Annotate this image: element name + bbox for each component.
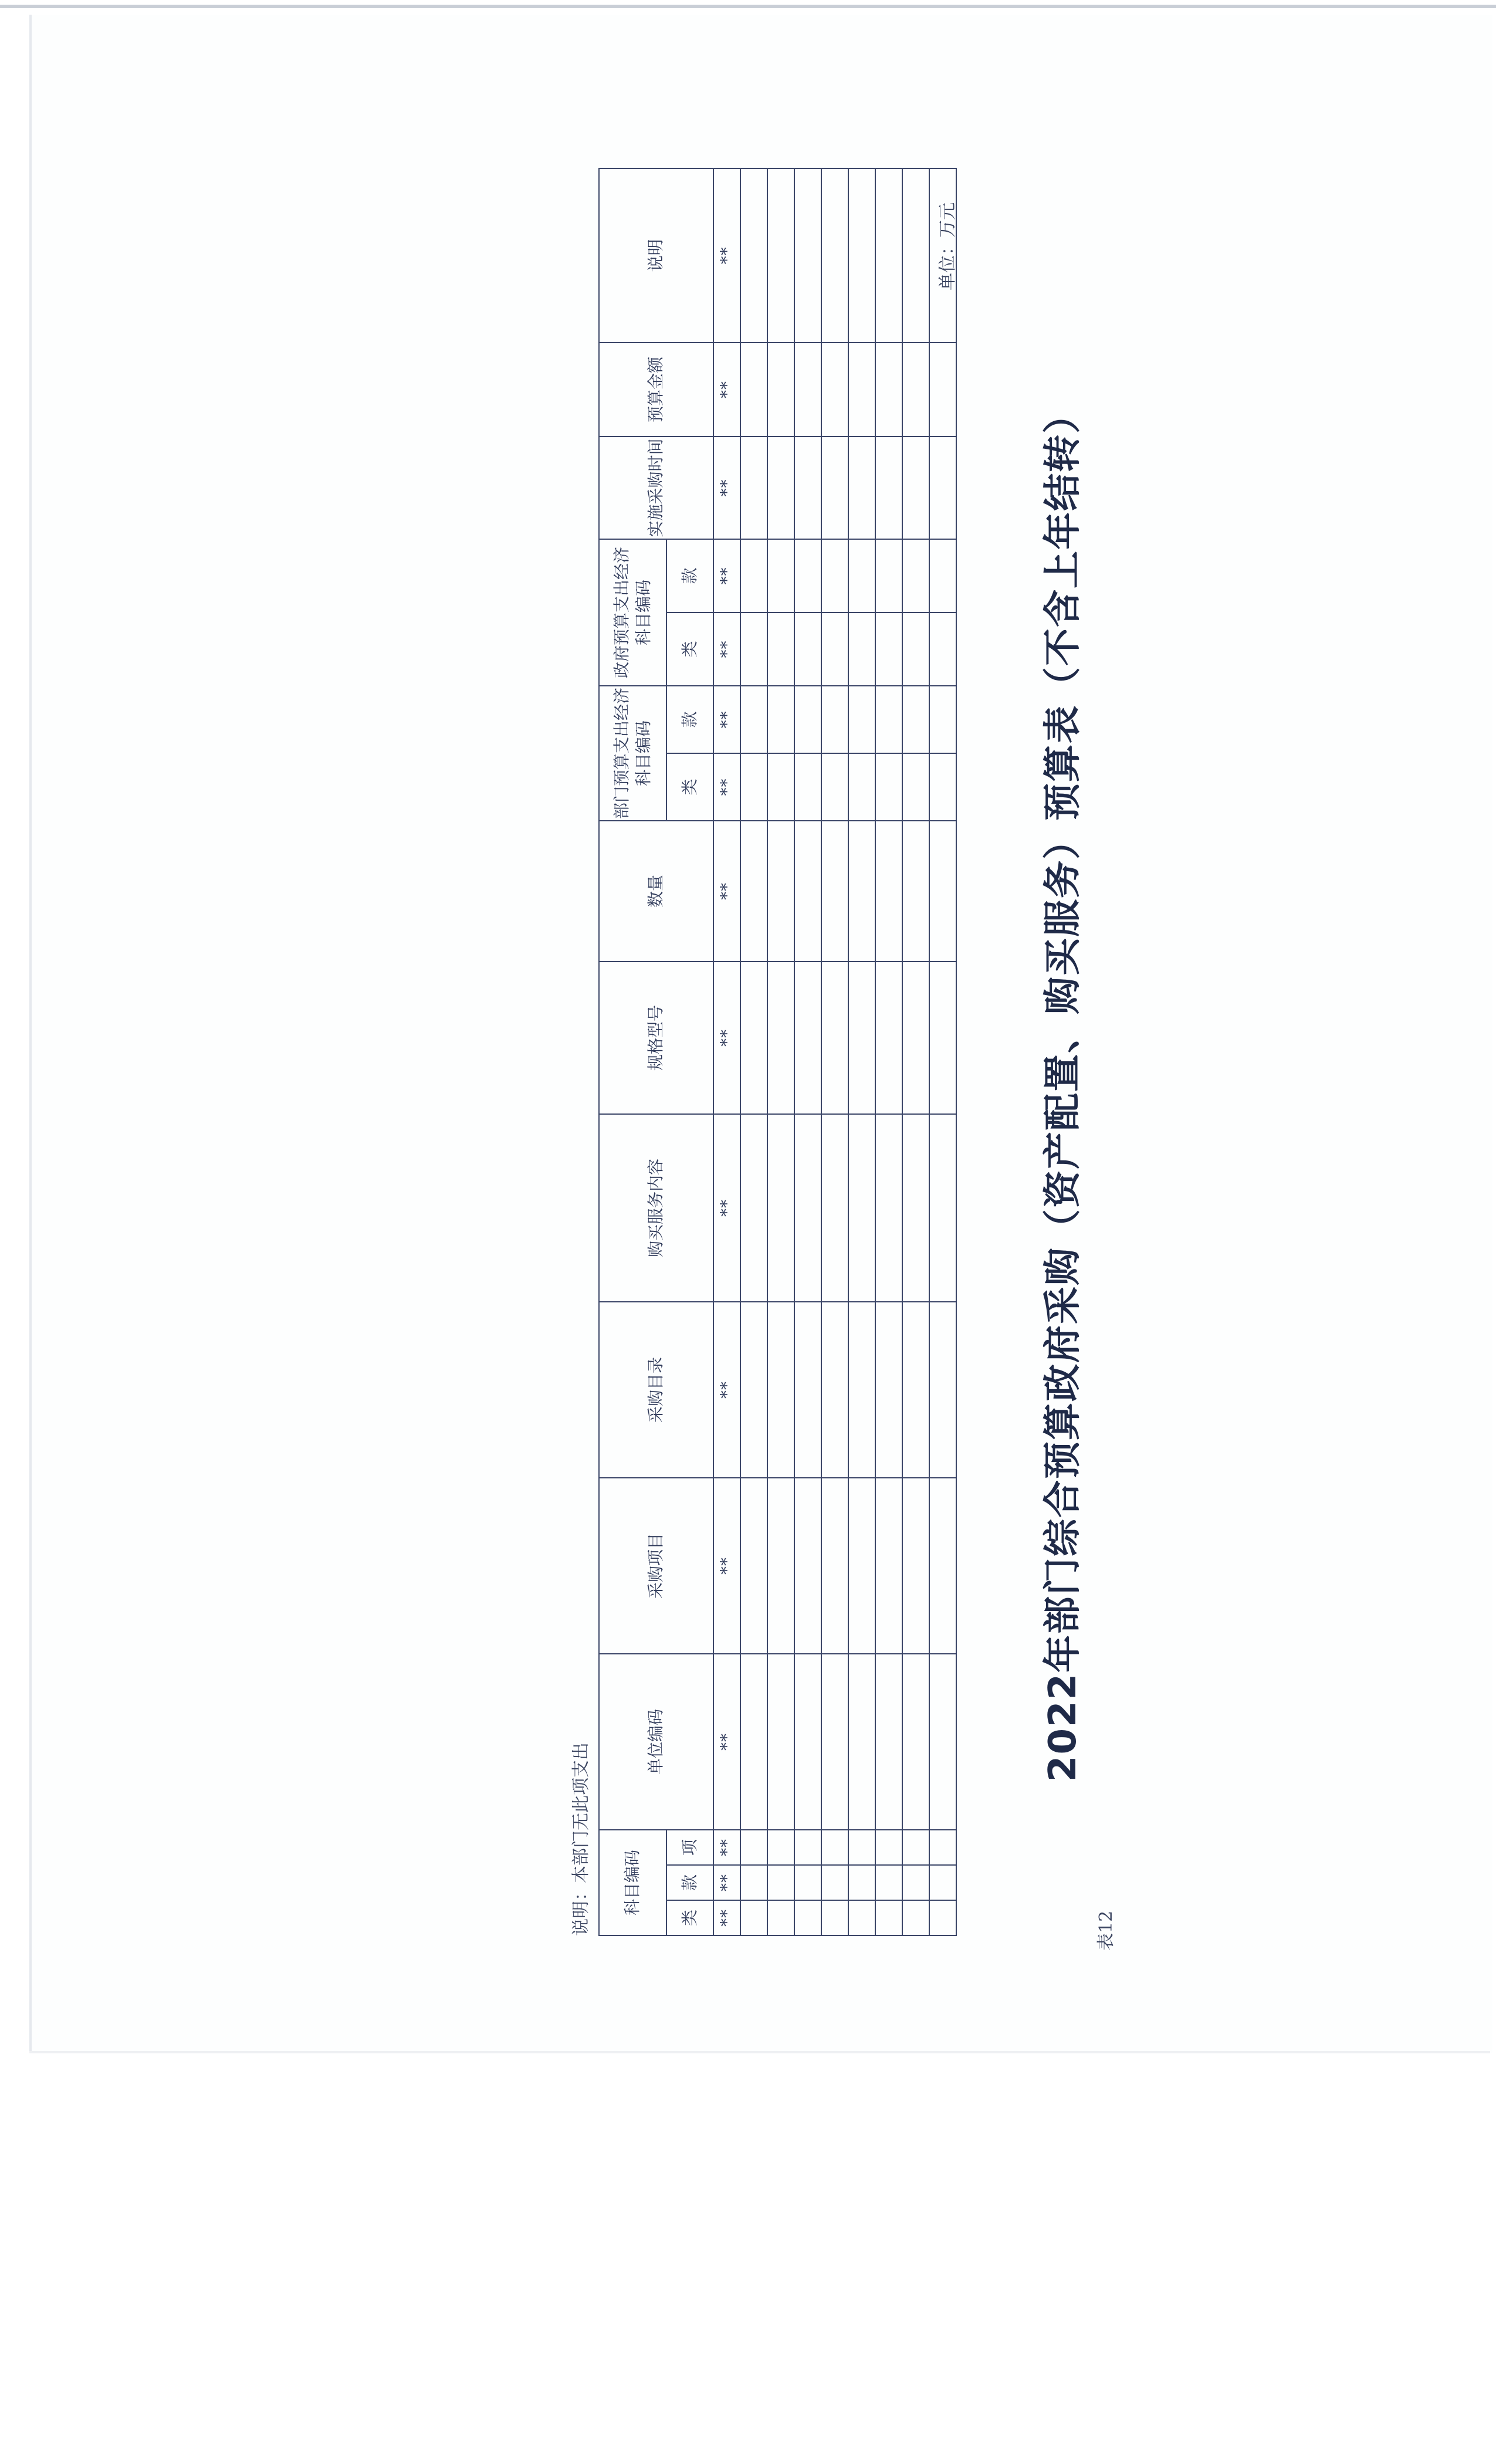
empty-cell xyxy=(794,753,821,821)
empty-cell xyxy=(875,962,902,1114)
header-gov-kuan: 款 xyxy=(666,539,713,612)
empty-cell xyxy=(794,168,821,343)
empty-cell xyxy=(902,612,929,686)
empty-cell xyxy=(929,168,956,343)
empty-cell xyxy=(740,436,767,539)
table-number: 表12 xyxy=(1096,1910,1116,1951)
unit-label: 单位：万元 xyxy=(937,202,958,290)
empty-cell xyxy=(875,1900,902,1935)
empty-cell xyxy=(821,343,848,436)
empty-cell xyxy=(902,168,929,343)
header-spec-model: 规格型号 xyxy=(599,962,713,1114)
empty-cell xyxy=(794,962,821,1114)
cell-gov-lei: ** xyxy=(713,612,740,686)
empty-cell xyxy=(767,612,794,686)
empty-cell xyxy=(740,539,767,612)
empty-cell xyxy=(902,1830,929,1865)
header-quantity: 数量 xyxy=(599,821,713,962)
empty-cell xyxy=(875,612,902,686)
empty-cell xyxy=(821,686,848,753)
empty-cell xyxy=(848,821,875,962)
empty-cell xyxy=(875,821,902,962)
empty-cell xyxy=(794,1830,821,1865)
empty-cell xyxy=(821,168,848,343)
empty-cell xyxy=(794,1900,821,1935)
empty-cell xyxy=(794,343,821,436)
empty-cell xyxy=(848,686,875,753)
empty-cell xyxy=(875,436,902,539)
empty-cell xyxy=(767,168,794,343)
empty-cell xyxy=(875,539,902,612)
cell-remarks: ** xyxy=(713,168,740,343)
cell-purchase-time: ** xyxy=(713,436,740,539)
procurement-budget-table xyxy=(598,168,957,1936)
empty-cell xyxy=(740,1114,767,1302)
empty-cell xyxy=(794,821,821,962)
empty-cell xyxy=(821,1900,848,1935)
empty-cell xyxy=(902,1900,929,1935)
header-subject-code: 科目编码 xyxy=(599,1830,666,1935)
cell-lei: ** xyxy=(713,1900,740,1935)
empty-cell xyxy=(767,1114,794,1302)
empty-cell xyxy=(875,168,902,343)
empty-cell xyxy=(875,1478,902,1654)
cell-spec-model: ** xyxy=(713,962,740,1114)
empty-cell xyxy=(821,539,848,612)
empty-cell xyxy=(848,343,875,436)
empty-cell xyxy=(929,1114,956,1302)
header-remarks: 说明 xyxy=(599,168,713,343)
empty-cell xyxy=(875,1302,902,1478)
empty-cell xyxy=(875,753,902,821)
table-row xyxy=(848,168,875,1935)
header-dept-kuan: 款 xyxy=(666,686,713,753)
header-dept-lei: 类 xyxy=(666,753,713,821)
empty-cell xyxy=(848,168,875,343)
empty-cell xyxy=(902,1654,929,1830)
header-lei: 类 xyxy=(666,1900,713,1935)
cell-unit-code: ** xyxy=(713,1654,740,1830)
table-row xyxy=(821,168,848,1935)
empty-cell xyxy=(821,1302,848,1478)
footnote: 说明：本部门无此项支出 xyxy=(571,1742,591,1936)
empty-cell xyxy=(902,962,929,1114)
empty-cell xyxy=(767,821,794,962)
empty-cell xyxy=(821,436,848,539)
empty-cell xyxy=(821,1654,848,1830)
empty-cell xyxy=(740,1865,767,1900)
cell-xiang: ** xyxy=(713,1830,740,1865)
empty-cell xyxy=(740,1900,767,1935)
rotated-page-content xyxy=(129,150,1349,2074)
empty-cell xyxy=(848,1654,875,1830)
empty-cell xyxy=(902,436,929,539)
empty-cell xyxy=(929,612,956,686)
empty-cell xyxy=(794,1478,821,1654)
header-unit-code: 单位编码 xyxy=(599,1654,713,1830)
empty-cell xyxy=(767,539,794,612)
table-row xyxy=(875,168,902,1935)
empty-cell xyxy=(902,1114,929,1302)
empty-cell xyxy=(794,1302,821,1478)
scan-edge-line xyxy=(0,5,1496,8)
header-purchase-time: 实施采购时间 xyxy=(599,436,713,539)
empty-cell xyxy=(875,686,902,753)
empty-cell xyxy=(767,962,794,1114)
empty-cell xyxy=(929,821,956,962)
empty-cell xyxy=(740,1830,767,1865)
empty-cell xyxy=(740,962,767,1114)
empty-cell xyxy=(767,1302,794,1478)
empty-cell xyxy=(794,612,821,686)
empty-cell xyxy=(794,1114,821,1302)
table-row xyxy=(713,168,740,1935)
empty-cell xyxy=(929,1865,956,1900)
empty-cell xyxy=(929,1478,956,1654)
header-dept-econ-code: 部门预算支出经济科目编码 xyxy=(599,686,666,821)
empty-cell xyxy=(740,1478,767,1654)
empty-cell xyxy=(902,539,929,612)
empty-cell xyxy=(929,1654,956,1830)
empty-cell xyxy=(848,1865,875,1900)
cell-dept-lei: ** xyxy=(713,753,740,821)
empty-cell xyxy=(848,962,875,1114)
rotated-page xyxy=(129,150,1349,2074)
empty-cell xyxy=(740,343,767,436)
empty-cell xyxy=(848,1114,875,1302)
empty-cell xyxy=(875,1114,902,1302)
empty-cell xyxy=(767,686,794,753)
empty-cell xyxy=(767,1830,794,1865)
table-row xyxy=(794,168,821,1935)
empty-cell xyxy=(767,1654,794,1830)
empty-cell xyxy=(740,821,767,962)
empty-cell xyxy=(767,1900,794,1935)
empty-rows xyxy=(740,168,956,1935)
header-budget-amount: 预算金额 xyxy=(599,343,713,436)
empty-cell xyxy=(902,1865,929,1900)
empty-cell xyxy=(767,753,794,821)
page-title: 2022年部门综合预算政府采购（资产配置、购买服务）预算表（不含上年结转） xyxy=(1041,394,1085,1782)
empty-cell xyxy=(794,436,821,539)
empty-cell xyxy=(821,1830,848,1865)
cell-procurement-catalog: ** xyxy=(713,1302,740,1478)
empty-cell xyxy=(902,821,929,962)
empty-cell xyxy=(902,1302,929,1478)
table-row xyxy=(902,168,929,1935)
empty-cell xyxy=(929,1302,956,1478)
empty-cell xyxy=(821,612,848,686)
empty-cell xyxy=(821,1865,848,1900)
empty-cell xyxy=(794,539,821,612)
empty-cell xyxy=(929,1900,956,1935)
empty-cell xyxy=(848,1478,875,1654)
empty-cell xyxy=(794,686,821,753)
empty-cell xyxy=(902,686,929,753)
table-row xyxy=(929,168,956,1935)
empty-cell xyxy=(821,1478,848,1654)
cell-quantity: ** xyxy=(713,821,740,962)
cell-kuan: ** xyxy=(713,1865,740,1900)
header-kuan: 款 xyxy=(666,1865,713,1900)
header-row-1 xyxy=(599,168,666,1935)
empty-cell xyxy=(848,753,875,821)
table-row xyxy=(740,168,767,1935)
empty-cell xyxy=(848,1302,875,1478)
header-gov-econ-code: 政府预算支出经济科目编码 xyxy=(599,539,666,686)
empty-cell xyxy=(740,1302,767,1478)
empty-cell xyxy=(929,343,956,436)
empty-cell xyxy=(821,821,848,962)
header-gov-lei: 类 xyxy=(666,612,713,686)
empty-cell xyxy=(902,1478,929,1654)
cell-gov-kuan: ** xyxy=(713,539,740,612)
table-row xyxy=(767,168,794,1935)
empty-cell xyxy=(848,612,875,686)
empty-cell xyxy=(767,1865,794,1900)
empty-cell xyxy=(848,1830,875,1865)
empty-cell xyxy=(902,753,929,821)
empty-cell xyxy=(767,1478,794,1654)
empty-cell xyxy=(821,753,848,821)
empty-cell xyxy=(740,686,767,753)
empty-cell xyxy=(821,1114,848,1302)
cell-procurement-item: ** xyxy=(713,1478,740,1654)
empty-cell xyxy=(740,1654,767,1830)
cell-budget-amount: ** xyxy=(713,343,740,436)
header-procurement-item: 采购项目 xyxy=(599,1478,713,1654)
empty-cell xyxy=(929,436,956,539)
empty-cell xyxy=(821,962,848,1114)
header-xiang: 项 xyxy=(666,1830,713,1865)
empty-cell xyxy=(929,753,956,821)
empty-cell xyxy=(767,436,794,539)
empty-cell xyxy=(794,1865,821,1900)
empty-cell xyxy=(740,753,767,821)
cell-dept-kuan: ** xyxy=(713,686,740,753)
empty-cell xyxy=(929,962,956,1114)
empty-cell xyxy=(848,539,875,612)
empty-cell xyxy=(929,1830,956,1865)
empty-cell xyxy=(902,343,929,436)
empty-cell xyxy=(848,436,875,539)
empty-cell xyxy=(848,1900,875,1935)
empty-cell xyxy=(875,1865,902,1900)
empty-cell xyxy=(929,686,956,753)
cell-service-content: ** xyxy=(713,1114,740,1302)
header-procurement-catalog: 采购目录 xyxy=(599,1302,713,1478)
empty-cell xyxy=(875,343,902,436)
empty-cell xyxy=(794,1654,821,1830)
empty-cell xyxy=(740,168,767,343)
empty-cell xyxy=(875,1830,902,1865)
header-service-content: 购买服务内容 xyxy=(599,1114,713,1302)
empty-cell xyxy=(929,539,956,612)
empty-cell xyxy=(740,612,767,686)
empty-cell xyxy=(875,1654,902,1830)
empty-cell xyxy=(767,343,794,436)
